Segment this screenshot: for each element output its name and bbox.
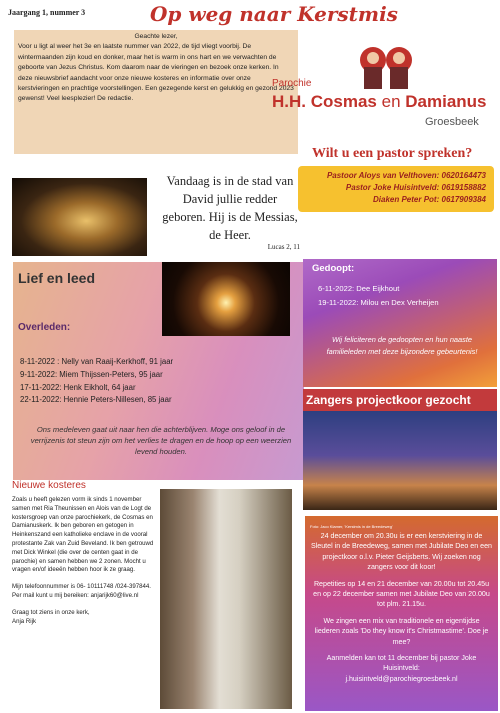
- kosteres-photo: [160, 489, 292, 709]
- parish-name-a: H.H. Cosmas: [272, 92, 377, 111]
- bible-verse: [160, 172, 300, 252]
- kosteres-signature: Anja Rijk: [12, 617, 37, 625]
- pastor-contacts: [298, 166, 494, 212]
- parish-name-b: Damianus: [405, 92, 487, 111]
- choir-paragraph: 24 december om 20.30u is er een kerstviering in de Sleutel in de Breedeweg, samen met Jubilate Deo en een projectkoor o.l.v. Pieter Geijsberts. Wij zoeken nog zangers voor dit koor!: [310, 532, 492, 572]
- list-item: 17-11-2022: Henk Eikholt, 64 jaar: [20, 382, 136, 392]
- list-item: 8-11-2022 : Nelly van Raaij-Kerkhoff, 91 jaar: [20, 357, 174, 366]
- candle-photo: [162, 262, 290, 336]
- kosteres-heading: Nieuwe kosteres: [12, 480, 86, 491]
- list-item: 9-11-2022: Miem Thijssen-Peters, 95 jaar: [20, 369, 163, 379]
- nativity-painting: [12, 178, 147, 256]
- intro-text: Voor u ligt al weer het 3e en laatste nummer van 2022, de tijd vliegt voorbij. De wintermaanden zijn koud en donker, maar het is warm in ons hart en we verwachten de geboorte van Jezus Christus. Kom daarom naar de vieringen en bezoek onze kerken. In deze nieuwsbrief aandacht voor onze nieuwe kosteres en informatie over onze kerstvieringen en prachtige voorstellingen. Een gezegende kerst en gelukkig en gezond 2023 gewenst! Veel leesplezier! De redactie.: [18, 43, 294, 103]
- kosteres-closing: Graag tot ziens in onze kerk,: [12, 608, 90, 616]
- intro-greeting: Geachte lezer,: [134, 33, 178, 40]
- contact-name: Pastor Joke Huisintveld:: [345, 183, 440, 192]
- verse-reference: Lucas 2, 11: [267, 243, 300, 251]
- list-item: 22-11-2022: Hennie Peters-Nillesen, 85 jaar: [20, 395, 172, 405]
- kosteres-paragraph: Zoals u heeft gelezen vorm ik sinds 1 november samen met Ria Theunissen en Alois van de Logt de kostersgroep van onze parochiekerk, de Cosmas en Damianuskerk. Ik ben geboren en getogen in Heinkenszand een katholieke enclave in de vooral protestante Zak van Zuid Beveland. Ik ben getrouwd met Dick Winkel (die over de centen gaat in de parochie) en samen hebben we 2 zonen. Mocht u vragen en/of ideeën hebben hoor ik ze graag.: [12, 496, 154, 574]
- parish-place: Groesbeek: [425, 116, 479, 128]
- contact-row: [306, 170, 486, 182]
- pastor-heading: Wilt u een pastor spreken?: [312, 146, 473, 161]
- parish-name-en: en: [381, 92, 401, 111]
- contact-phone: 0619158882: [441, 183, 486, 192]
- contact-phone: 0617909384: [441, 195, 486, 204]
- lief-heading: Lief en leed: [18, 270, 96, 286]
- issue-number: Jaargang 1, nummer 3: [8, 8, 86, 17]
- verse-text: Vandaag is in de stad van David jullie redder geboren. Hij is de Messias, de Heer.: [162, 174, 298, 242]
- kosteres-text: [12, 496, 158, 626]
- baptisms-list: [318, 282, 439, 310]
- choir-paragraph: Aanmelden kan tot 11 december bij pastor Joke Huisintveld:: [326, 654, 477, 673]
- parish-name: [272, 92, 487, 112]
- newsletter-title: Op weg naar Kerstmis: [150, 2, 398, 26]
- choir-info-box: [305, 516, 498, 711]
- choir-paragraph: We zingen een mix van traditionele en eigentijdse liederen zoals 'Do they know it's Christmastime'. Doe je mee?: [314, 616, 489, 646]
- contact-name: Diaken Peter Pot:: [373, 195, 440, 204]
- saints-logo-icon: [358, 40, 414, 92]
- congratulations-text: Wij feliciteren de gedoopten en hun naaste familieleden met deze bijzondere gebeurtenis!: [326, 335, 478, 356]
- condolence-text: Ons medeleven gaat uit naar hen die achterblijven. Moge ons geloof in de verrijzenis tot steun zijn om het verlies te dragen en de hoop op een weerzien levend houden.: [30, 425, 292, 456]
- intro-box: [14, 30, 298, 154]
- photo-caption: Foto: Jaco Klamer, 'Kerstmis in de Breedeweg': [310, 524, 393, 529]
- choir-heading: Zangers projectkoor gezocht: [303, 389, 497, 411]
- gedoopt-panel: [303, 259, 497, 387]
- choir-paragraph: Repetities op 14 en 21 december van 20.00u tot 20.45u en op 22 december samen met Jubilate Deo van 20.00u tot plm. 21.15u.: [313, 579, 490, 609]
- kosteres-contact: Mijn telefoonnummer is 06- 10111748 /024-397844. Per mail kunt u mij bereiken: anjarijk60@live.nl: [12, 583, 152, 599]
- list-item: 19-11-2022: Milou en Dex Verheijen: [318, 298, 439, 307]
- overleden-heading: Overleden:: [18, 322, 71, 333]
- contact-name: Pastoor Aloys van Velthoven:: [326, 171, 440, 180]
- contact-row: [306, 194, 486, 206]
- list-item: 6-11-2022: Dee Eijkhout: [318, 284, 400, 293]
- choir-email-link[interactable]: j.huisintveld@parochiegroesbeek.nl: [345, 674, 458, 683]
- gedoopt-heading: Gedoopt:: [312, 263, 355, 274]
- deaths-list: [20, 356, 173, 407]
- contact-phone: 0620164473: [441, 171, 486, 180]
- christmas-village-photo: [303, 411, 497, 510]
- contact-row: [306, 182, 486, 194]
- parish-label: Parochie: [272, 78, 312, 89]
